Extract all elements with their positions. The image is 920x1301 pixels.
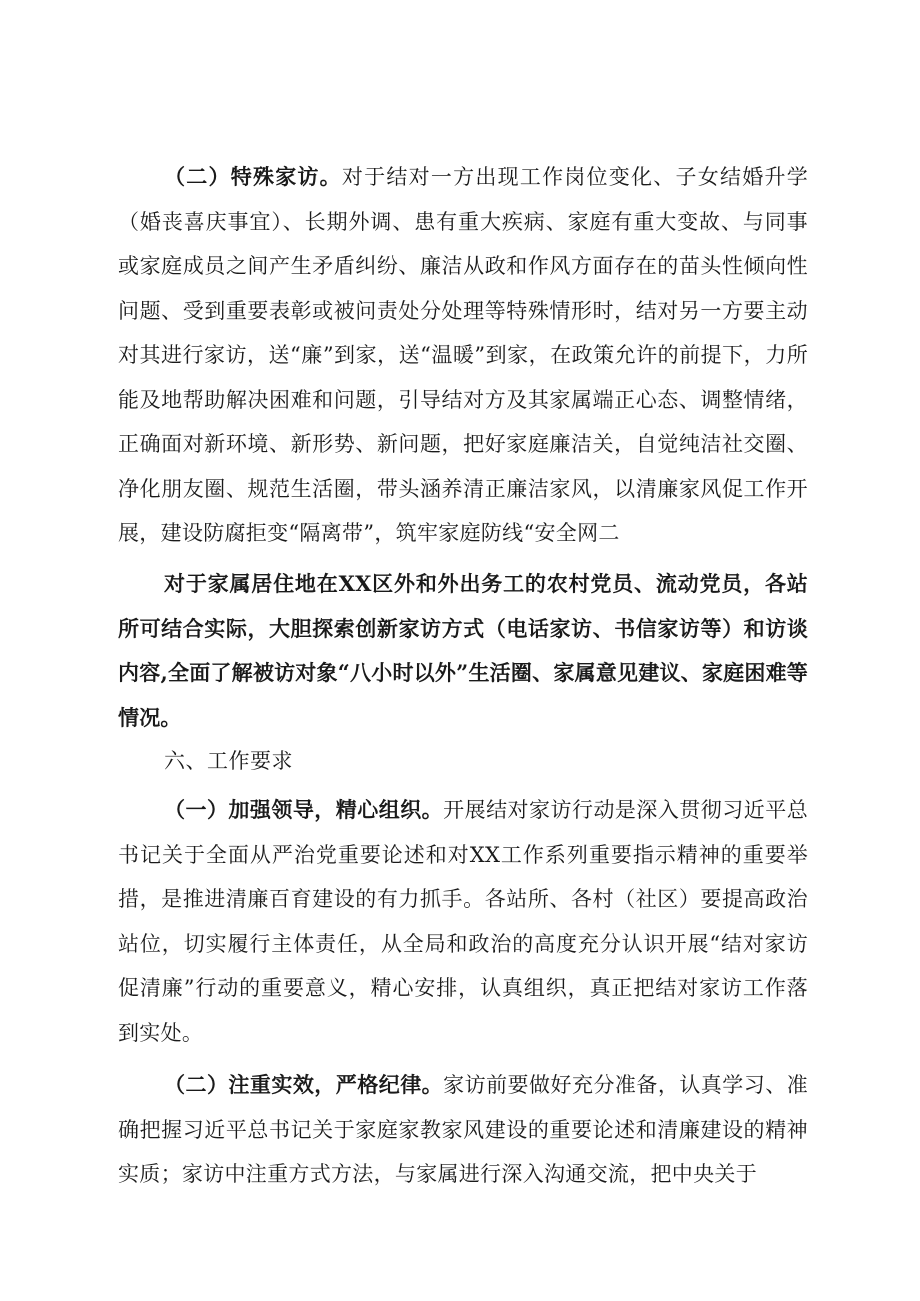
paragraph-special-visit xyxy=(118,155,808,556)
discipline-body: 家访前要做好充分准备，认真学习、准确把握习近平总书记关于家庭家教家风建设的重要论述和清廉建设的精神实质；家访中注重方式方法，与家属进行深入沟通交流，把中央关于 xyxy=(118,1073,808,1186)
remote-members-body: 对于家属居住地在XX区外和外出务工的农村党员、流动党员，各站所可结合实际，大胆探索创新家访方式（电话家访、书信家访等）和访谈内容,全面了解被访对象“八小时以外”生活圈、家属意见建议、家庭困难等情况。 xyxy=(118,571,808,730)
special-visit-body: 对于结对一方出现工作岗位变化、子女结婚升学（婚丧喜庆事宜）、长期外调、患有重大疾病、家庭有重大变故、与同事或家庭成员之间产生矛盾纠纷、廉洁从政和作风方面存在的苗头性倾向性问题、受到重要表彰或被问责处分处理等特殊情形时，结对另一方要主动对其进行家访，送“廉”到家，送“温暖”到家，在政策允许的前提下，力所能及地帮助解决困难和问题，引导结对方及其家属端正心态、调整情绪，正确面对新环境、新形势、新问题，把好家庭廉洁关，自觉纯洁社交圈、净化朋友圈、规范生活圈，带头涵养清正廉洁家风，以清廉家风促工作开展，建设防腐拒变“隔离带”，筑牢家庭防线“安全网二 xyxy=(118,165,808,545)
heading-work-requirements: 六、工作要求 xyxy=(164,749,293,773)
paragraph-leadership xyxy=(118,788,808,1055)
leadership-lead: （一）加强领导，精心组织。 xyxy=(164,797,444,822)
special-visit-lead: （二）特殊家访。 xyxy=(164,164,342,189)
paragraph-remote-members xyxy=(118,562,808,740)
discipline-lead: （二）注重实效，严格纪律。 xyxy=(164,1072,444,1097)
leadership-body: 开展结对家访行动是深入贯彻习近平总书记关于全面从严治党重要论述和对XX工作系列重要指示精神的重要举措，是推进清廉百育建设的有力抓手。各站所、各村（社区）要提高政治站位，切实履行主体责任，从全局和政治的高度充分认识开展“结对家访促清廉”行动的重要意义，精心安排，认真组织，真正把结对家访工作落到实处。 xyxy=(118,798,808,1045)
paragraph-discipline xyxy=(118,1063,808,1197)
